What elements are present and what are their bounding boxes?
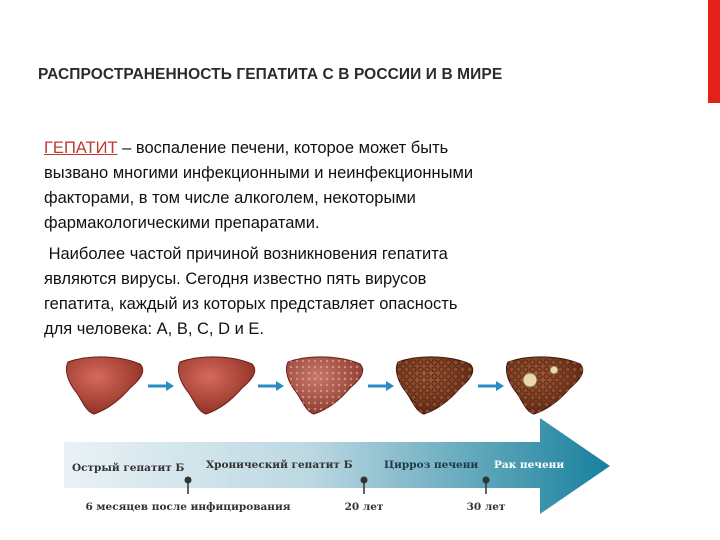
progression-arrow-icon xyxy=(368,381,394,391)
progression-arrow-icon xyxy=(258,381,284,391)
paragraph-line: Наиболее частой причиной возникновения гепатита xyxy=(44,245,448,263)
progression-arrow-icon xyxy=(148,381,174,391)
term-hepatitis: ГЕПАТИТ xyxy=(44,139,118,157)
paragraph-line: гепатита, каждый из которых представляет опасность xyxy=(44,295,458,313)
stage-label: Хронический гепатит Б xyxy=(206,459,353,471)
liver-healthy-icon xyxy=(66,357,142,414)
liver-inflamed-icon xyxy=(178,357,254,414)
stage-label: Рак печени xyxy=(494,459,565,471)
liver-cirrhosis-icon xyxy=(396,357,472,414)
paragraph-line: факторами, в том числе алкоголем, некоторыми xyxy=(44,189,416,207)
liver-cancer-icon xyxy=(506,357,582,414)
paragraph-text: – воспаление печени, которое может быть xyxy=(117,139,449,157)
paragraph-line: вызвано многими инфекционными и неинфекционными xyxy=(44,164,474,182)
paragraph-line: являются вирусы. Сегодня известно пять вирусов xyxy=(44,270,427,288)
paragraph-line: фармакологическими препаратами. xyxy=(44,214,320,232)
slide-title: РАСПРОСТРАНЕННОСТЬ ГЕПАТИТА С В РОССИИ И В МИРЕ xyxy=(38,66,503,83)
progression-arrow-icon xyxy=(478,381,504,391)
paragraph-line: для человека: A, B, C, D и E. xyxy=(44,320,264,338)
paragraph-definition xyxy=(44,136,604,236)
milestone-label: 6 месяцев после инфицирования xyxy=(85,501,291,513)
accent-bar xyxy=(708,0,720,103)
paragraph-viruses xyxy=(44,242,604,342)
timeline xyxy=(64,418,624,528)
stage-label: Острый гепатит Б xyxy=(72,462,185,474)
milestone-label: 20 лет xyxy=(344,501,384,513)
stage-label: Цирроз печени xyxy=(384,459,479,471)
milestone-label: 30 лет xyxy=(466,501,506,513)
paragraph-line xyxy=(44,136,604,161)
liver-fibrosis-icon xyxy=(286,357,362,414)
